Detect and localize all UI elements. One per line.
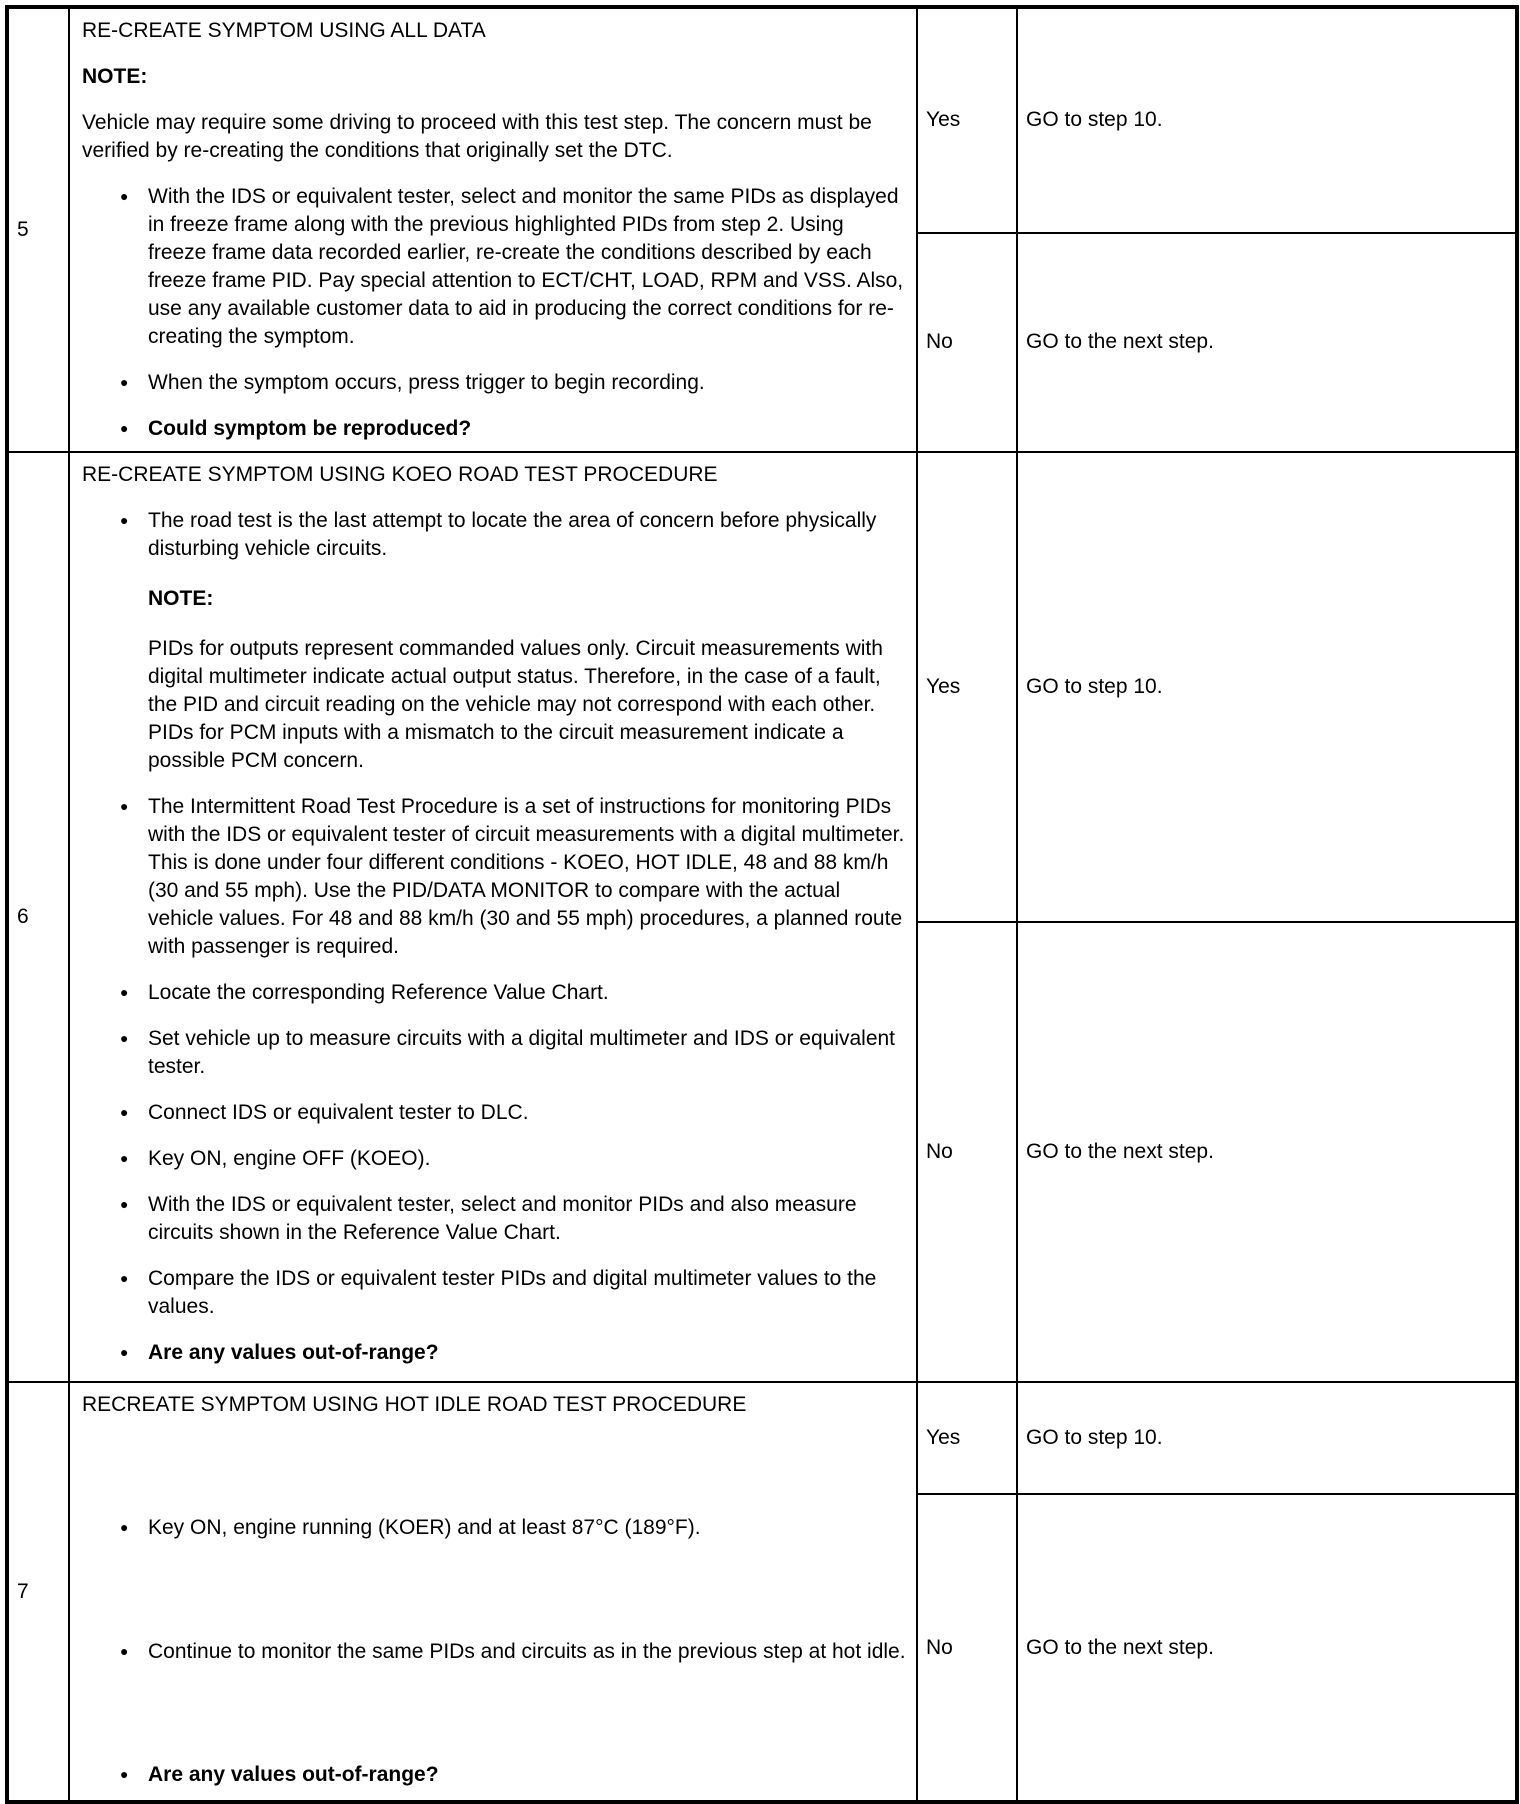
step-title: RE-CREATE SYMPTOM USING ALL DATA (82, 19, 486, 42)
bullet-item: ● The Intermittent Road Test Procedure is a set of instructions for monitoring PIDs with the IDS or equivalent tester of circuit measurements with a digital multimeter. This is done under four different conditions - KOEO, HOT IDLE, 48 and 88 km/h (30 and 55 mph). Use the PID/DATA MONITOR to compare with the actual vehicle values. For 48 and 88 km/h (30 and 55 mph) procedures, a planned route with passenger is required. (82, 793, 906, 961)
bullet-item (82, 507, 906, 775)
yes-action-cell: GO to step 10. (1017, 7, 1517, 233)
step-number: 5 (7, 7, 69, 452)
table-row (7, 452, 1517, 922)
bullet-item-question: ● Could symptom be reproduced? (82, 415, 906, 443)
bullet-text: The road test is the last attempt to locate the area of concern before physically disturbing vehicle circuits. (148, 509, 877, 560)
no-action-cell: GO to the next step. (1017, 233, 1517, 452)
note-label: NOTE: (148, 587, 214, 610)
note-label: NOTE: (82, 65, 148, 88)
step-content-inner (82, 17, 906, 443)
step-title: RE-CREATE SYMPTOM USING KOEO ROAD TEST PROCEDURE (82, 463, 718, 486)
bullet-item: ● With the IDS or equivalent tester, select and monitor PIDs and also measure circuits shown in the Reference Value Chart. (82, 1191, 906, 1247)
bullet-item: ● Locate the corresponding Reference Value Chart. (82, 979, 906, 1007)
bullet-item: ● With the IDS or equivalent tester, select and monitor the same PIDs as displayed in freeze frame along with the previous highlighted PIDs from step 2. Using freeze frame data recorded earlier, re-create the conditions described by each freeze frame PID. Pay special attention to ECT/CHT, LOAD, RPM and VSS. Also, use any available customer data to aid in producing the correct conditions for re-creating the symptom. (82, 183, 906, 351)
note-text: Vehicle may require some driving to proceed with this test step. The concern must be verified by re-creating the conditions that originally set the DTC. (82, 111, 872, 162)
pinpoint-test-table (5, 5, 1519, 1804)
yes-action-cell: GO to step 10. (1017, 452, 1517, 922)
yes-action-cell: GO to step 10. (1017, 1382, 1517, 1494)
bullet-item: ● When the symptom occurs, press trigger to begin recording. (82, 369, 906, 397)
step-content-inner (82, 1391, 906, 1789)
yes-cell: Yes (917, 7, 1017, 233)
no-action-cell: GO to the next step. (1017, 1494, 1517, 1802)
step-number: 7 (7, 1382, 69, 1802)
step-content (69, 452, 917, 1382)
step-6-section (7, 452, 1517, 1382)
no-cell: No (917, 922, 1017, 1382)
bullet-item: ● Key ON, engine running (KOER) and at least 87°C (189°F). (82, 1514, 906, 1542)
step-5-section (7, 7, 1517, 452)
note-text: PIDs for outputs represent commanded values only. Circuit measurements with digital multimeter indicate actual output status. Therefore, in the case of a fault, the PID and circuit reading on the vehicle may not correspond with each other. PIDs for PCM inputs with a mismatch to the circuit measurement indicate a possible PCM concern. (148, 637, 883, 772)
step-content (69, 1382, 917, 1802)
no-action-cell: GO to the next step. (1017, 922, 1517, 1382)
no-cell: No (917, 1494, 1017, 1802)
yes-cell: Yes (917, 452, 1017, 922)
bullet-item-question: ● Are any values out-of-range? (82, 1761, 906, 1789)
bullet-item: ● Compare the IDS or equivalent tester PIDs and digital multimeter values to the values. (82, 1265, 906, 1321)
step-content (69, 7, 917, 452)
table-row (7, 1382, 1517, 1494)
bullet-item: ● Set vehicle up to measure circuits with a digital multimeter and IDS or equivalent tester. (82, 1025, 906, 1081)
yes-cell: Yes (917, 1382, 1017, 1494)
bullet-item-question: ● Are any values out-of-range? (82, 1339, 906, 1367)
bullet-item: ● Key ON, engine OFF (KOEO). (82, 1145, 906, 1173)
bullet-item: ● Connect IDS or equivalent tester to DLC. (82, 1099, 906, 1127)
bullet-item: ● Continue to monitor the same PIDs and circuits as in the previous step at hot idle. (82, 1638, 906, 1666)
step-number: 6 (7, 452, 69, 1382)
table-row (7, 7, 1517, 233)
step-content-inner (82, 461, 906, 1367)
step-title: RECREATE SYMPTOM USING HOT IDLE ROAD TEST PROCEDURE (82, 1393, 747, 1416)
no-cell: No (917, 233, 1017, 452)
step-7-section (7, 1382, 1517, 1802)
